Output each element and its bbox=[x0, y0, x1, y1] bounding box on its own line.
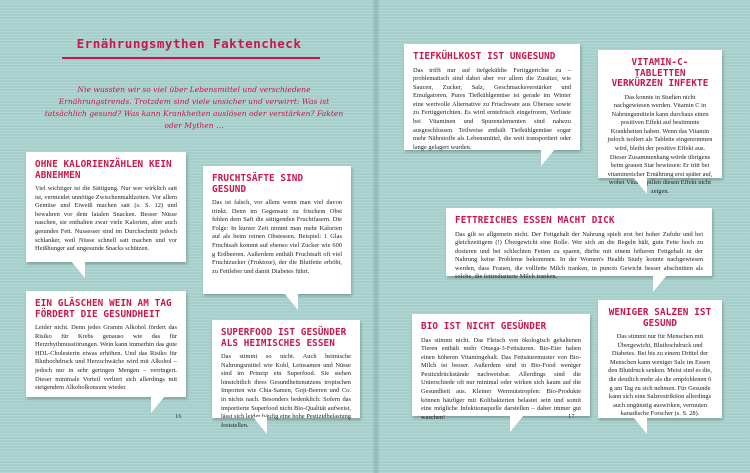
myth-title: FETTREICHES ESSEN MACHT DICK bbox=[455, 215, 615, 226]
book-gutter bbox=[373, 0, 379, 473]
myth-text: Das gilt so allgemein nicht. Der Fettgehalt der Nahrung spielt erst bei hoher Zufuhr und bei gleichzeitigem (!) Übergewicht eine Rolle. Wer sich an die Regeln hält, gute Fette hoch zu dosieren und bei schlechten Fetten zu sparen, dürfte mit einem höheren Fettgehalt in der Nahrung keine Probleme bekommen. In der Women's Health Study konnte nachgewiesen werden, dass Frauen, die vollfette Milch tranken, in puncto Gewicht besser abschnitten als solche, die fettreduzierte Milch tranken. bbox=[455, 230, 703, 281]
myth-title: VITAMIN-C-TABLETTEN VERKÜRZEN INFEKTE bbox=[611, 57, 709, 89]
myth-text: Leider nicht. Denn jedes Gramm Alkohol fördert das Risiko für Krebs genauso wie das für Herzrhythmusstörungen. Wein kann immerhin das gute HDL-Cholesterin etwas erhöhen. Und das Risiko für Bluthochdruck und Herzschwäche wird mit Alkohol – jedoch nur in sehr geringen Mengen – verringert. Dieser minimale Vorteil verliert sich allerdings mit steigendem Alkoholkonsum wieder. bbox=[35, 324, 177, 392]
myth-text: Das stimmt nur für Menschen mit Übergewicht, Bluthochdruck und Diabetes. Bei bis zu einem Drittel der Menschen kann weniger Salz im Essen den Blutdruck senken. Meist sind es die, die deutlich mehr als die empfohlenen 6 g am Tag zu sich nehmen. Für Gesunde kann sich eine Salzrestriktion allerdings auch ungünstig auswirken, vermuten kanadische Forscher (s. S. 28). bbox=[608, 333, 712, 418]
myth-text: Das stimmt nicht. Das Fleisch von ökologisch gehaltenen Tieren enthält mehr Omega-3-Fettsäuren. Bio-Eier haben einen höheren Vitamingehalt. Das Fettsäuremuster von Bio-Milch ist besser. Außerdem sind in Bio-Food weniger Pestizidrückstände nachweisbar. Allerdings sind die Unterschiede oft nur minimal oder wirken sich kaum auf die Gesundheit aus. Kleiner Wermutstropfen: Bio-Produkte können häufiger mit Kolibakterien belastet sein und somit eine mögliche Infektionsquelle darstellen – daher immer gut waschen! bbox=[421, 336, 581, 421]
myth-title: WENIGER SALZEN IST GESUND bbox=[608, 307, 712, 329]
myth-title: FRUCHTSÄFTE SIND GESUND bbox=[212, 173, 304, 195]
myth-title: TIEFKÜHLKOST IST UNGESUND bbox=[413, 51, 556, 62]
myth-bubble-salz bbox=[598, 300, 722, 418]
myth-text: Viel wichtiger ist die Sättigung. Nur wer wirklich satt ist, vermeidet unnötige Zwischenmahlzeiten. Vor allem Gemüse und Eiweiß machen satt (s. S. 12) und bewahren vor dem fatalen Snacken. Besser Nüsse naschen, sie enthalten zwar viele Kalorien, aber auch gesundes Fett. Nussesser sind im Durchschnitt jedoch schlanker, weil Nüsse schnell satt machen und vor Heißhunger auf ungesunde Snacks schützen. bbox=[35, 185, 177, 253]
myth-bubble-wein bbox=[26, 291, 186, 397]
myth-bubble-fett bbox=[446, 208, 712, 281]
page-number-left: 16 bbox=[175, 413, 182, 420]
page-number-right: 17 bbox=[568, 413, 575, 420]
myth-bubble-superfood bbox=[212, 320, 360, 429]
chapter-title: Ernährungsmythen Faktencheck bbox=[76, 36, 302, 51]
myth-bubble-tiefkuehl bbox=[404, 44, 580, 150]
myth-text: Das ist falsch, vor allem wenn man viel davon trinkt. Denn im Gegensatz zu frischem Obst fehlen dem Saft die sättigenden Fruchtfasern. Die Folge: In kurzer Zeit nimmt man mehr Kalorien auf als beim reinen Obstessen. Beispiel: 1 Glas Fruchtsaft kommt auf ebenso viel Zucker wie 600 g Erdbeeren. Außerdem enthält Fruchtsaft oft viel Fruchtzucker (Fruktose), der die Blutfette erhöht, zu Fettleber und damit Diabetes führt. bbox=[212, 199, 342, 275]
chapter-intro: Nie wussten wir so viel über Lebensmittel und verschiedene Ernährungstrends. Trotzdem sind viele unsicher und verwirrt: Was ist tatsächlich gesund? Was kann Krankheiten auslösen oder verstärken? Fakten oder Mythen … bbox=[44, 85, 344, 130]
myth-title: OHNE KALORIENZÄHLEN KEIN ABNEHMEN bbox=[35, 159, 172, 181]
title-underline bbox=[62, 57, 320, 59]
myth-bubble-kalorien bbox=[26, 152, 186, 262]
myth-bubble-fruchtsaefte bbox=[203, 166, 351, 294]
myth-text: Das konnte in Studien nicht nachgewiesen werden. Vitamin C in Nahrungsmitteln kann durchaus einen positiven Effekt auf bestimmte Krankheiten haben. Wenn das Vitamin jedoch isoliert als Tablette eingenommen wird, bleibt der positive Effekt aus. Dieser Zusammenhang würde übrigens beim grauen Star bewiesen: Er tritt bei vitaminreicher Ernährung erst später auf, wobei Vitaminpillen diesen Effekt nicht zeigen. bbox=[607, 93, 713, 196]
myth-text: Das trifft nur auf tiefgekühlte Fertiggerichte zu – problematisch sind dabei aber vor allem die Zusätze, wie Saucen, Zucker, Salz, Geschmacksverstärker und Emulgatoren. Pures Tiefkühlgemüse ist gerade im Winter eine wertvolle Alternative zu Frischware aus Übersee sowie zu Fertiggerichten. Es wird erntefrisch eingefroren, Verluste bei Vitaminen und Spurenelementen sind nahezu ausgeschlossen. Teilweise enthält Tiefkühlgemüse sogar mehr Nährstoffe als Lebensmittel, die weit transportiert oder lange gelagert wurden. bbox=[413, 66, 571, 151]
myth-title: EIN GLÄSCHEN WEIN AM TAG FÖRDERT DIE GESUNDHEIT bbox=[35, 298, 172, 320]
myth-title: BIO IST NICHT GESÜNDER bbox=[421, 321, 547, 332]
myth-title: SUPERFOOD IST GESÜNDER ALS HEIMISCHES ESSEN bbox=[221, 327, 347, 349]
myth-text: Das stimmt so nicht. Auch heimische Nahrungsmittel wie Kohl, Leinsamen und Nüsse sind im Prinzip ein Superfood. Sie stehen hinsichtlich ihres Gesundheitsnutzens tropischen Importen wie Chia-Samen, Goji-Beeren und Co. in nichts nach. Besonders bedenklich: Sofern das importierte Superfood nicht Bio-Qualität aufweist, lässt sich leider häufig eine hohe Pestizidbelastung feststellen. bbox=[221, 353, 351, 429]
myth-bubble-vitamin bbox=[598, 50, 722, 196]
